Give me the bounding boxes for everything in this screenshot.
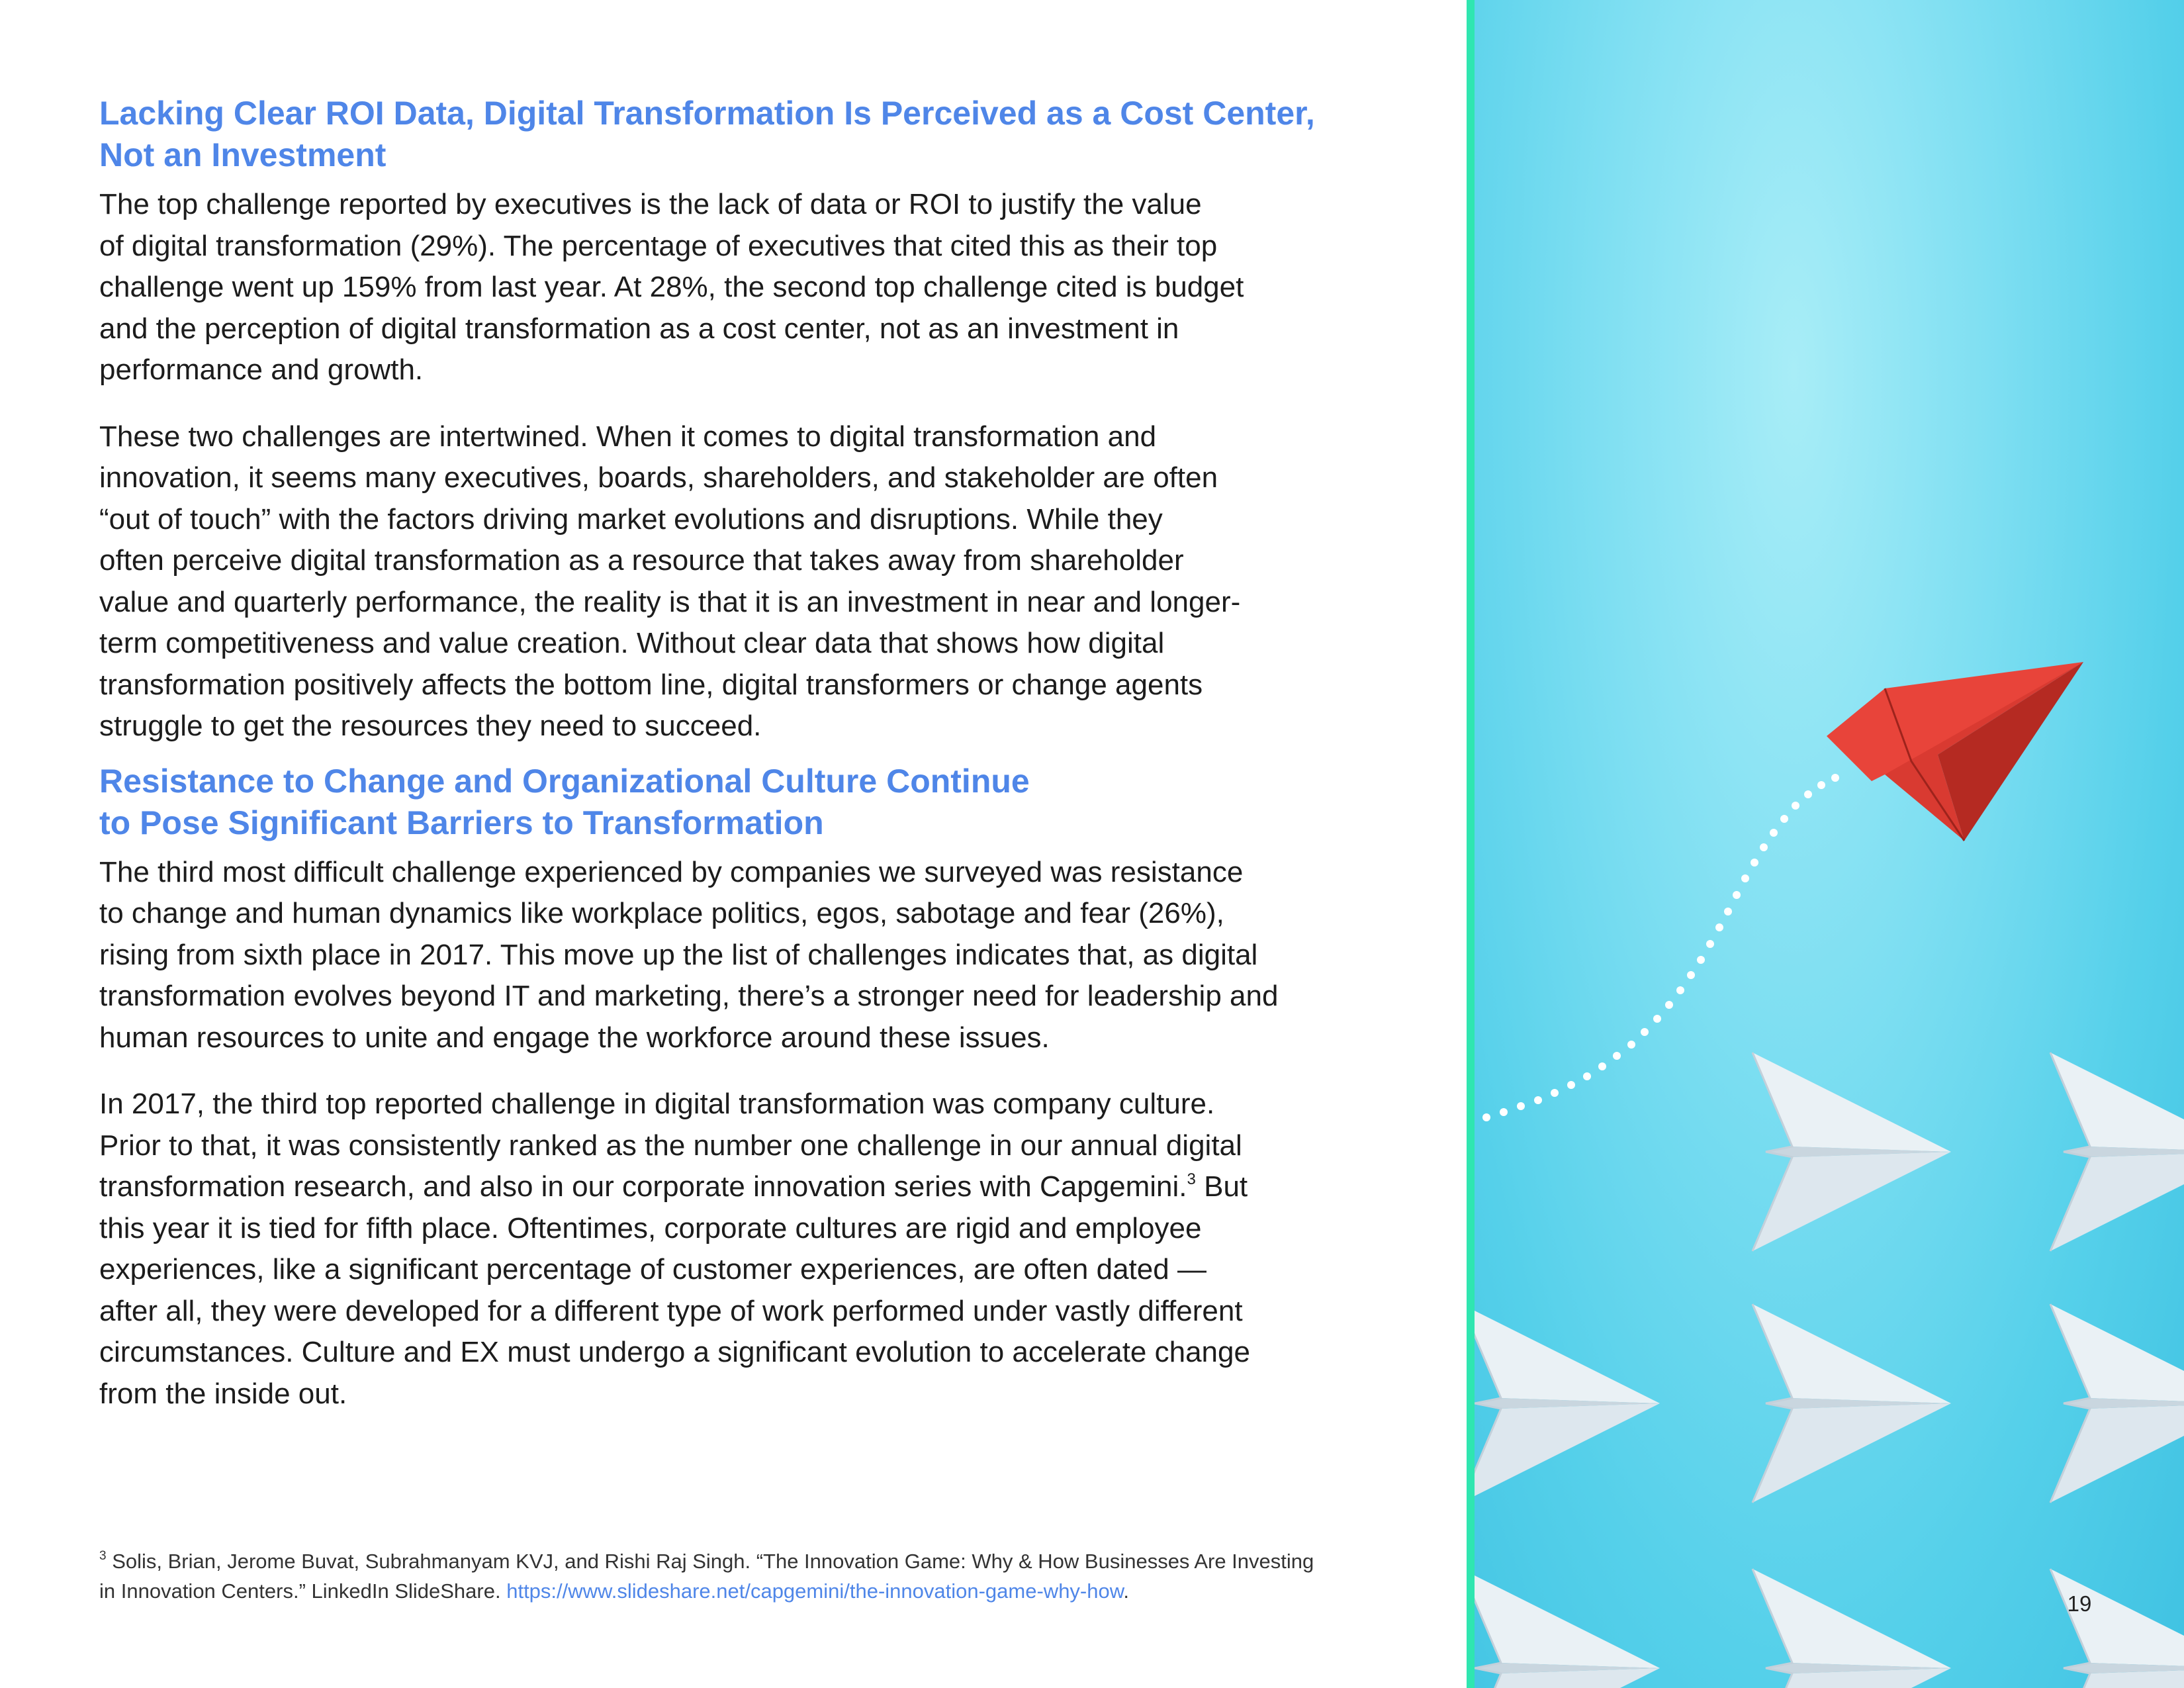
red-paper-plane-icon [1827, 662, 2083, 841]
text-line: Prior to that, it was consistently ranked as the number one challenge in our annual digital [99, 1129, 1242, 1162]
footnote-reference[interactable]: 3 [1187, 1170, 1196, 1188]
text-line: value and quarterly performance, the reality is that it is an investment in near and longer- [99, 585, 1241, 618]
text-line: circumstances. Culture and EX must undergo a significant evolution to accelerate change [99, 1336, 1250, 1368]
text-line: rising from sixth place in 2017. This move up the list of challenges indicates that, as digital [99, 938, 1258, 971]
paper-planes-photo [1475, 0, 2184, 1688]
paragraph-resistance-to-change [99, 852, 1390, 1059]
heading-line: Not an Investment [99, 136, 387, 173]
paragraph-top-challenge [99, 184, 1390, 391]
heading-line: Lacking Clear ROI Data, Digital Transformation Is Perceived as a Cost Center, [99, 95, 1315, 132]
footnote [99, 1546, 1390, 1606]
text-line: “out of touch” with the factors driving market evolutions and disruptions. While they [99, 502, 1163, 536]
text-line: In 2017, the third top reported challenge in digital transformation was company culture. [99, 1088, 1215, 1120]
section-heading-resistance [99, 761, 1390, 844]
text-line: of digital transformation (29%). The percentage of executives that cited this as their top [99, 229, 1218, 262]
text-line: from the inside out. [99, 1377, 347, 1410]
paper-planes-illustration [1475, 0, 2184, 1688]
text-line: challenge went up 159% from last year. At 28%, the second top challenge cited is budget [99, 271, 1244, 303]
text-line: often perceive digital transformation as a resource that takes away from shareholder [99, 544, 1184, 577]
text-line: struggle to get the resources they need to succeed. [99, 710, 762, 742]
text-line-with-footnote [99, 1166, 1390, 1208]
footnote-citation: Solis, Brian, Jerome Buvat, Subrahmanyam KVJ, and Rishi Raj Singh. “The Innovation Game: Why & How Businesses Are Investing [112, 1550, 1314, 1573]
paragraph-company-culture [99, 1084, 1390, 1415]
text-line: human resources to unite and engage the workforce around these issues. [99, 1021, 1050, 1054]
text-line: transformation evolves beyond IT and marketing, there’s a stronger need for leadership and [99, 980, 1279, 1012]
footnote-citation-cont: in Innovation Centers.” LinkedIn SlideShare. [99, 1579, 501, 1603]
text-line: The third most difficult challenge experienced by companies we surveyed was resistance [99, 855, 1244, 888]
text-fragment: But [1195, 1170, 1248, 1203]
text-line: innovation, it seems many executives, boards, shareholders, and stakeholder are often [99, 461, 1218, 494]
text-line: transformation positively affects the bottom line, digital transformers or change agents [99, 668, 1203, 701]
page-number: 19 [2067, 1591, 2092, 1616]
footnote-period: . [1123, 1579, 1130, 1603]
text-line: These two challenges are intertwined. When it comes to digital transformation and [99, 420, 1157, 453]
paragraph-intertwined-challenges [99, 416, 1390, 747]
text-fragment: transformation research, and also in our corporate innovation series with Capgemini. [99, 1170, 1187, 1203]
footnote-line [99, 1576, 1390, 1606]
text-line: experiences, like a significant percentage of customer experiences, are often dated — [99, 1253, 1206, 1286]
section-heading-roi [99, 93, 1390, 176]
heading-line: Resistance to Change and Organizational Culture Continue [99, 762, 1030, 800]
footnote-marker: 3 [99, 1549, 107, 1563]
text-line: after all, they were developed for a different type of work performed under vastly different [99, 1294, 1243, 1327]
heading-line: to Pose Significant Barriers to Transformation [99, 804, 824, 841]
text-line: this year it is tied for fifth place. Oftentimes, corporate cultures are rigid and employee [99, 1211, 1202, 1244]
text-line: The top challenge reported by executives is the lack of data or ROI to justify the value [99, 188, 1202, 220]
text-line: and the perception of digital transformation as a cost center, not as an investment in [99, 312, 1179, 345]
accent-divider-bar [1467, 0, 1475, 1688]
footnote-link[interactable]: https://www.slideshare.net/capgemini/the-innovation-game-why-how [506, 1579, 1124, 1603]
main-text-column [99, 93, 1390, 1415]
footnote-line [99, 1546, 1390, 1576]
text-line: performance and growth. [99, 353, 424, 386]
text-line: term competitiveness and value creation. Without clear data that shows how digital [99, 627, 1165, 659]
text-line: to change and human dynamics like workplace politics, egos, sabotage and fear (26%), [99, 897, 1224, 929]
